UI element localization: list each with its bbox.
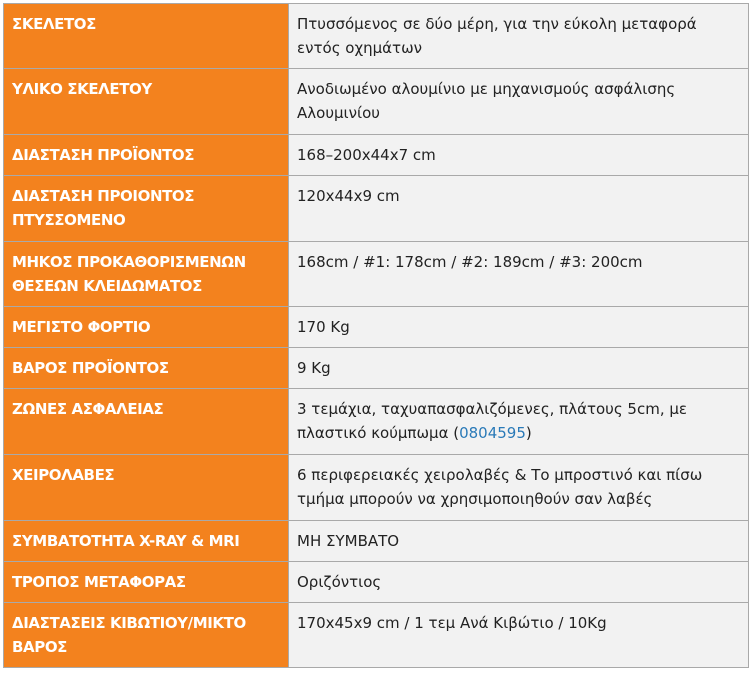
table-row [4, 455, 749, 521]
row-value-text: 3 τεμάχια, ταχυαπασφαλιζόμενες, πλάτους 5cm, με πλαστικό κούμπωμα ( [297, 400, 688, 442]
row-value [289, 389, 749, 455]
table-row [4, 135, 749, 176]
table-row [4, 603, 749, 668]
row-value: 170 Kg [289, 307, 749, 348]
row-value: Οριζόντιος [289, 562, 749, 603]
row-label: ΔΙΑΣΤΑΣΗ ΠΡΟΪΟΝΤΟΣ [4, 135, 289, 176]
row-label: ΔΙΑΣΤΑΣΕΙΣ ΚΙΒΩΤΙΟΥ/ΜΙΚΤΟ ΒΑΡΟΣ [4, 603, 289, 668]
table-row [4, 4, 749, 69]
table-row [4, 176, 749, 242]
row-label: ΜΕΓΙΣΤΟ ΦΟΡΤΙΟ [4, 307, 289, 348]
row-value: 6 περιφερειακές χειρολαβές & Το μπροστινό και πίσω τμήμα μπορούν να χρησιμοποιηθούν σαν λαβές [289, 455, 749, 521]
row-label: ΥΛΙΚΟ ΣΚΕΛΕΤΟΥ [4, 69, 289, 135]
row-label: ΜΗΚΟΣ ΠΡΟΚΑΘΟΡΙΣΜΕΝΩΝ ΘΕΣΕΩΝ ΚΛΕΙΔΩΜΑΤΟΣ [4, 242, 289, 307]
row-value-text: ) [525, 424, 532, 442]
row-value: 9 Kg [289, 348, 749, 389]
table-row [4, 389, 749, 455]
row-label: ΒΑΡΟΣ ΠΡΟΪΟΝΤΟΣ [4, 348, 289, 389]
row-label: ΣΥΜΒΑΤΟΤΗΤΑ X-RAY & MRI [4, 521, 289, 562]
table-row [4, 348, 749, 389]
spec-table [3, 3, 749, 668]
row-label: ΧΕΙΡΟΛΑΒΕΣ [4, 455, 289, 521]
row-value: 120x44x9 cm [289, 176, 749, 242]
row-value: Πτυσσόμενος σε δύο μέρη, για την εύκολη μεταφορά εντός οχημάτων [289, 4, 749, 69]
table-row [4, 307, 749, 348]
table-row [4, 521, 749, 562]
row-value: 170x45x9 cm / 1 τεμ Ανά Κιβώτιο / 10Kg [289, 603, 749, 668]
row-value: Ανοδιωμένο αλουμίνιο με μηχανισμούς ασφάλισης Αλουμινίου [289, 69, 749, 135]
row-label: ΖΩΝΕΣ ΑΣΦΑΛΕΙΑΣ [4, 389, 289, 455]
row-label: ΣΚΕΛΕΤΟΣ [4, 4, 289, 69]
row-value: ΜΗ ΣΥΜΒΑΤΟ [289, 521, 749, 562]
row-label: ΔΙΑΣΤΑΣΗ ΠΡΟΙΟΝΤΟΣ ΠΤΥΣΣΟΜΕΝΟ [4, 176, 289, 242]
product-code-link[interactable]: 0804595 [459, 424, 526, 442]
table-row [4, 562, 749, 603]
row-label: ΤΡΟΠΟΣ ΜΕΤΑΦΟΡΑΣ [4, 562, 289, 603]
row-value: 168cm / #1: 178cm / #2: 189cm / #3: 200cm [289, 242, 749, 307]
table-row [4, 242, 749, 307]
row-value: 168–200x44x7 cm [289, 135, 749, 176]
table-row [4, 69, 749, 135]
